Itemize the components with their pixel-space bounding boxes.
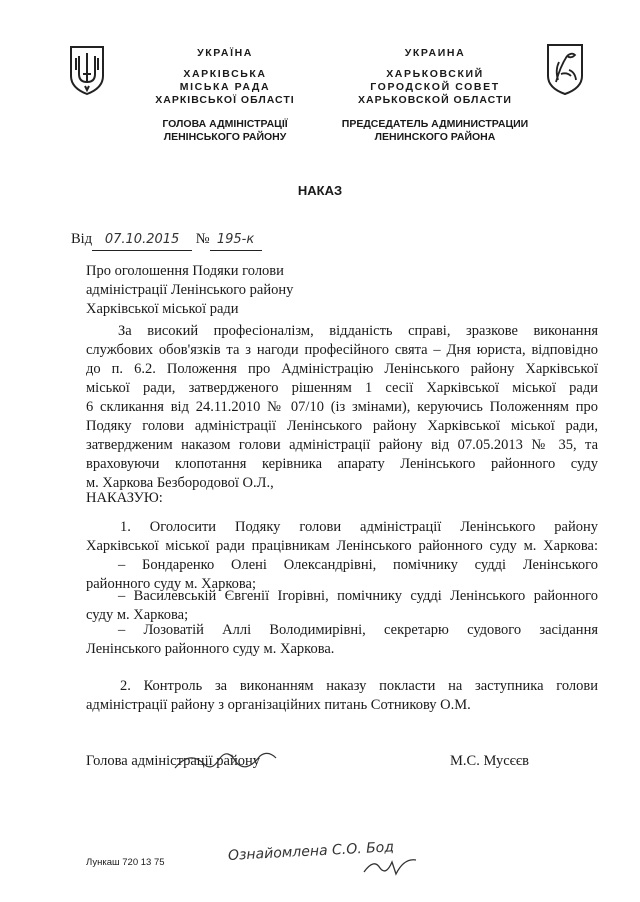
item1-line-3: – Бондаренко Олені Олександрівні, помічнику судді Ленінського	[118, 557, 598, 573]
item1-line-5: – Василевській Євгенії Ігорівні, помічнику судді Ленінського районного	[118, 588, 598, 604]
preamble-line-1: За високий професіоналізм, відданість справі, зразкове виконання	[118, 323, 598, 339]
item1-line-2: Харківської міської ради працівникам Ленінського районного суду м. Харкова:	[86, 538, 598, 554]
header-left-office-2: ЛЕНІНСЬКОГО РАЙОНУ	[163, 131, 287, 143]
subject-line-2: адміністрації Ленінського району	[86, 282, 294, 298]
signature-scribble-icon	[170, 746, 280, 776]
preamble-line-7: затвердженим наказом голови адміністрації району від 07.05.2013 № 35, та	[86, 437, 598, 453]
header-left-office-1: ГОЛОВА АДМІНІСТРАЦІЇ	[162, 118, 288, 130]
item1-line-6: суду м. Харкова;	[86, 607, 189, 623]
preamble-line-6: Подяку голови адміністрації Ленінського району Харківської міської ради,	[86, 418, 598, 434]
preamble-line-8: враховуючи клопотання керівника апарату Ленінського районного суду	[86, 456, 598, 472]
header-right-council-2: ГОРОДСКОЙ СОВЕТ	[370, 81, 500, 93]
date-number-line	[71, 230, 371, 251]
item2-line-2: адміністрації району з організаційних питань Сотникову О.М.	[86, 697, 471, 713]
order-word: НАКАЗУЮ:	[86, 490, 163, 506]
preamble-line-3: до п. 6.2. Положення про Адміністрацію Ленінського району Харківської	[86, 361, 598, 377]
footer-handwritten-note: Ознайомлена С.О. Бод	[227, 839, 395, 864]
header-right-council-3: ХАРЬКОВСКОЙ ОБЛАСТИ	[358, 94, 512, 106]
header-left-council-3: ХАРКІВСЬКОЇ ОБЛАСТІ	[155, 94, 295, 106]
header-right-office-2: ЛЕНИНСКОГО РАЙОНА	[374, 131, 496, 143]
preamble-line-4: міської ради, затвердженого рішенням 1 сесії Харківської міської ради	[86, 380, 598, 396]
date-prefix: Від	[71, 231, 93, 247]
kharkiv-coat-of-arms-icon	[545, 42, 585, 96]
item1-line-8: Ленінського районного суду м. Харкова.	[86, 641, 335, 657]
header-right-country: УКРАИНА	[404, 47, 466, 59]
subject-line-3: Харківської міської ради	[86, 301, 239, 317]
preamble-line-5: 6 скликання від 24.11.2010 № 07/10 (із змінами), керуючись Положенням про	[86, 399, 598, 415]
footer-executor: Лункаш 720 13 75	[86, 857, 165, 868]
header-right-office-1: ПРЕДСЕДАТЕЛЬ АДМИНИСТРАЦИИ	[341, 118, 529, 130]
header-left-country: УКРАЇНА	[197, 47, 253, 59]
header-right-council-1: ХАРЬКОВСКИЙ	[386, 68, 484, 80]
document-title: НАКАЗ	[297, 183, 343, 198]
date-value: 07.10.2015	[92, 230, 192, 251]
ukraine-coat-of-arms-icon	[68, 44, 106, 96]
signature-position: Голова адміністрації району	[86, 753, 260, 769]
footer-signature-scribble-icon	[360, 852, 420, 880]
item1-line-7: – Лозоватій Аллі Володимирівні, секретарю судового засідання	[118, 622, 598, 638]
item1-line-1: 1. Оголосити Подяку голови адміністрації Ленінського району	[120, 519, 598, 535]
item1-line-4: районного суду м. Харкова;	[86, 576, 257, 592]
header-left-council-1: ХАРКІВСЬКА	[183, 68, 267, 80]
preamble-line-2: службових обов'язків та з нагоди професійного свята – Дня юриста, відповідно	[86, 342, 598, 358]
number-value: 195-к	[210, 230, 262, 251]
number-prefix: №	[195, 231, 210, 247]
header-left-council-2: МІСЬКА РАДА	[179, 81, 271, 93]
subject-line-1: Про оголошення Подяки голови	[86, 263, 284, 279]
preamble-line-9: м. Харкова Безбородової О.Л.,	[86, 475, 274, 491]
item2-line-1: 2. Контроль за виконанням наказу покласти на заступника голови	[120, 678, 598, 694]
signature-name: М.С. Мусєєв	[450, 753, 529, 769]
